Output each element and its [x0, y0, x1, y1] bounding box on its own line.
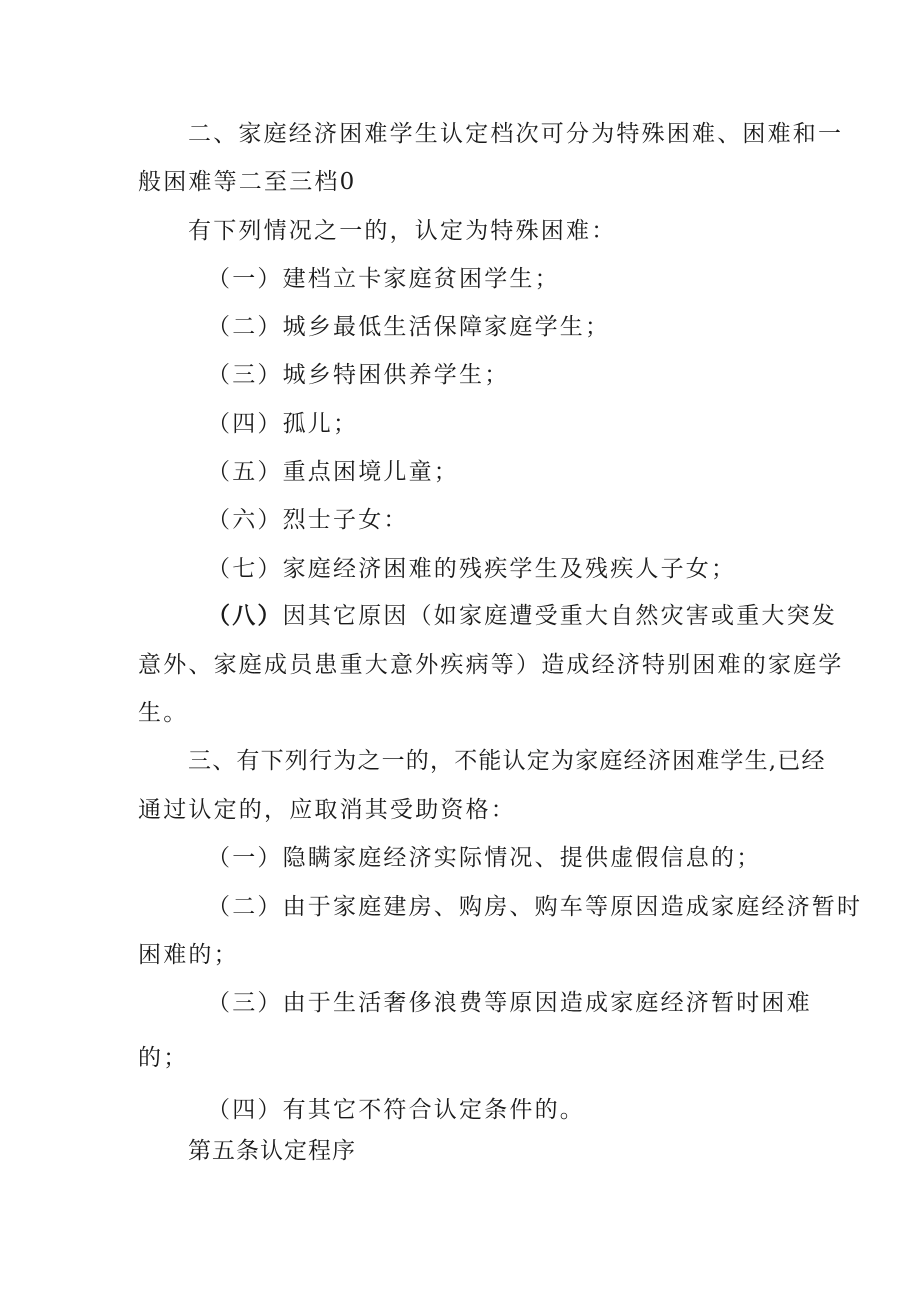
- paragraph-line: 般困难等二至三档0: [138, 169, 357, 195]
- list-item: （一）隐瞒家庭经济实际情况、提供虚假信息的；: [207, 845, 762, 871]
- list-item: （七）家庭经济困难的残疾学生及残疾人子女；: [207, 556, 737, 582]
- list-item: （二）城乡最低生活保障家庭学生；: [207, 314, 611, 340]
- list-item-text: 因其它原因（如家庭遭受重大自然灾害或重大突发: [282, 603, 838, 629]
- paragraph-line: 二、家庭经济困难学生认定档次可分为特殊困难、困难和一: [188, 121, 844, 147]
- list-item: （四）有其它不符合认定条件的。: [207, 1097, 585, 1123]
- list-item: （五）重点困境儿童；: [207, 459, 459, 485]
- list-item: （二）由于家庭建房、购房、购车等原因造成家庭经济暂时: [207, 894, 863, 920]
- list-item: （四）孤儿；: [207, 411, 359, 437]
- paragraph-line: 生。: [138, 700, 189, 726]
- list-item: [207, 601, 837, 631]
- paragraph-line: 的；: [138, 1045, 189, 1071]
- list-item: （三）城乡特困供养学生；: [207, 362, 510, 388]
- paragraph-line: 通过认定的，应取消其受助资格：: [138, 797, 516, 823]
- list-item: （六）烈士子女：: [207, 507, 409, 533]
- paragraph-line: 意外、家庭成员患重大意外疾病等）造成经济特别困难的家庭学: [138, 652, 844, 678]
- list-item: （一）建档立卡家庭贫困学生；: [207, 266, 560, 292]
- paragraph-line: 有下列情况之一的，认定为特殊困难：: [188, 218, 617, 244]
- paragraph-line: 困难的；: [138, 942, 239, 968]
- list-marker: （八）: [207, 602, 283, 629]
- section-heading: 第五条认定程序: [188, 1138, 356, 1164]
- paragraph-line: 三、有下列行为之一的，不能认定为家庭经济困难学生,已经: [188, 748, 826, 774]
- list-item: （三）由于生活奢侈浪费等原因造成家庭经济暂时困难: [207, 990, 812, 1016]
